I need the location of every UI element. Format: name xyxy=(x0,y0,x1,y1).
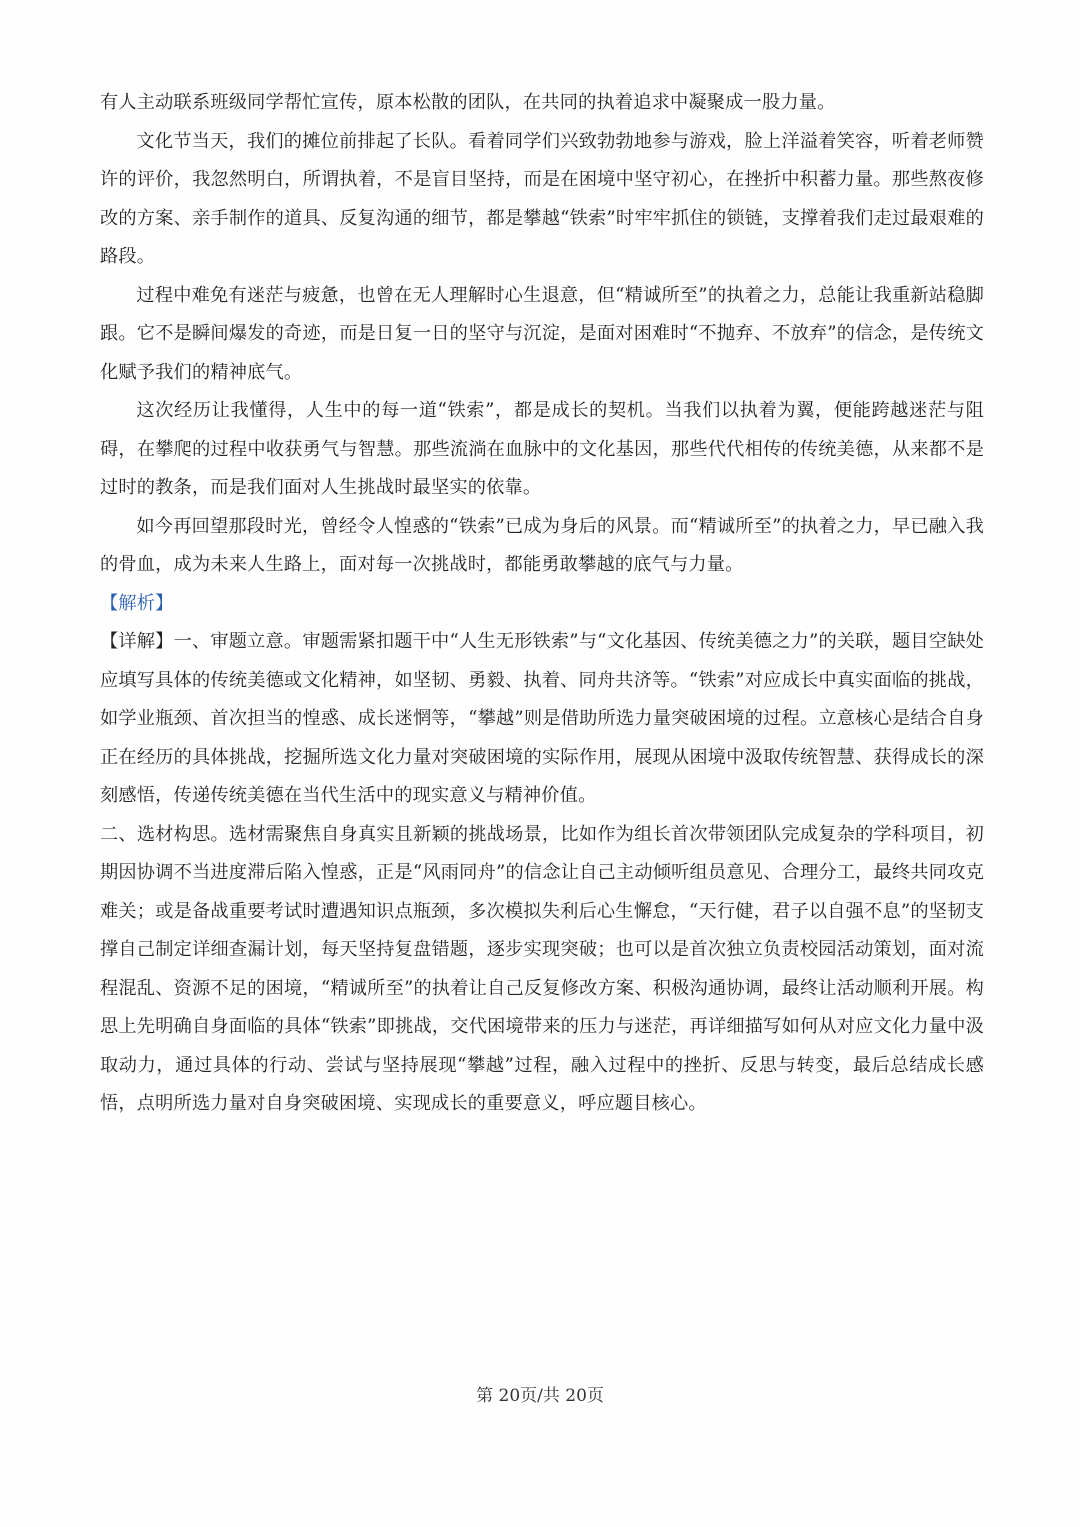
analysis-detail-paragraph xyxy=(100,623,984,816)
document-body xyxy=(100,84,984,1124)
essay-paragraph-1: 有人主动联系班级同学帮忙宣传，原本松散的团队，在共同的执着追求中凝聚成一股力量。 xyxy=(100,92,836,113)
analysis-heading: 【解析】 xyxy=(100,592,174,614)
analysis-section-two: 二、选材构思。选材需聚焦自身真实且新颖的挑战场景，比如作为组长首次带领团队完成复杂的学科项目，初期因协调不当进度滞后陷入惶惑，正是“风雨同舟”的信念让自己主动倾听组员意见、合理分工，最终共同攻克难关；或是备战重要考试时遭遇知识点瓶颈，多次模拟失利后心生懈怠，“天行健，君子以自强不息”的坚韧支撑自己制定详细查漏计划，每天坚持复盘错题，逐步实现突破；也可以是首次独立负责校园活动策划，面对流程混乱、资源不足的困境，“精诚所至”的执着让自己反复修改方案、积极沟通协调，最终让活动顺利开展。构思上先明确自身面临的具体“铁索”即挑战，交代困境带来的压力与迷茫，再详细描写如何从对应文化力量中汲取动力，通过具体的行动、尝试与坚持展现“攀越”过程，融入过程中的挫折、反思与转变，最后总结成长感悟，点明所选力量对自身突破困境、实现成长的重要意义，呼应题目核心。 xyxy=(100,823,984,1114)
essay-paragraph-3: 过程中难免有迷茫与疲惫，也曾在无人理解时心生退意，但“精诚所至”的执着之力，总能让我重新站稳脚跟。它不是瞬间爆发的奇迹，而是日复一日的坚守与沉淀，是面对困难时“不抛弃、不放弃”的信念，是传统文化赋予我们的精神底气。 xyxy=(100,284,984,383)
detail-label: 【详解】 xyxy=(100,631,174,652)
essay-paragraph-5: 如今再回望那段时光，曾经令人惶惑的“铁索”已成为身后的风景。而“精诚所至”的执着之力，早已融入我的骨血，成为未来人生路上，面对每一次挑战时，都能勇敢攀越的底气与力量。 xyxy=(100,515,984,575)
page-number-footer: 第 20页/共 20页 xyxy=(476,1386,604,1406)
essay-paragraph-4: 这次经历让我懂得，人生中的每一道“铁索”，都是成长的契机。当我们以执着为翼，便能跨越迷茫与阻碍，在攀爬的过程中收获勇气与智慧。那些流淌在血脉中的文化基因，那些代代相传的传统美德，从来都不是过时的教条，而是我们面对人生挑战时最坚实的依靠。 xyxy=(100,400,984,498)
essay-paragraph-2: 文化节当天，我们的摊位前排起了长队。看着同学们兴致勃勃地参与游戏，脸上洋溢着笑容，听着老师赞许的评价，我忽然明白，所谓执着，不是盲目坚持，而是在困境中坚守初心，在挫折中积蓄力量。那些熬夜修改的方案、亲手制作的道具、反复沟通的细节，都是攀越“铁索”时牢牢抓住的锁链，支撑着我们走过最艰难的路段。 xyxy=(100,130,984,267)
detail-text: 一、审题立意。审题需紧扣题干中“人生无形铁索”与“文化基因、传统美德之力”的关联，题目空缺处应填写具体的传统美德或文化精神，如坚韧、勇毅、执着、同舟共济等。“铁索”对应成长中真实面临的挑战，如学业瓶颈、首次担当的惶惑、成长迷惘等，“攀越”则是借助所选力量突破困境的过程。立意核心是结合自身正在经历的具体挑战，挖掘所选文化力量对突破困境的实际作用，展现从困境中汲取传统智慧、获得成长的深刻感悟，传递传统美德在当代生活中的现实意义与精神价值。 xyxy=(100,631,984,806)
